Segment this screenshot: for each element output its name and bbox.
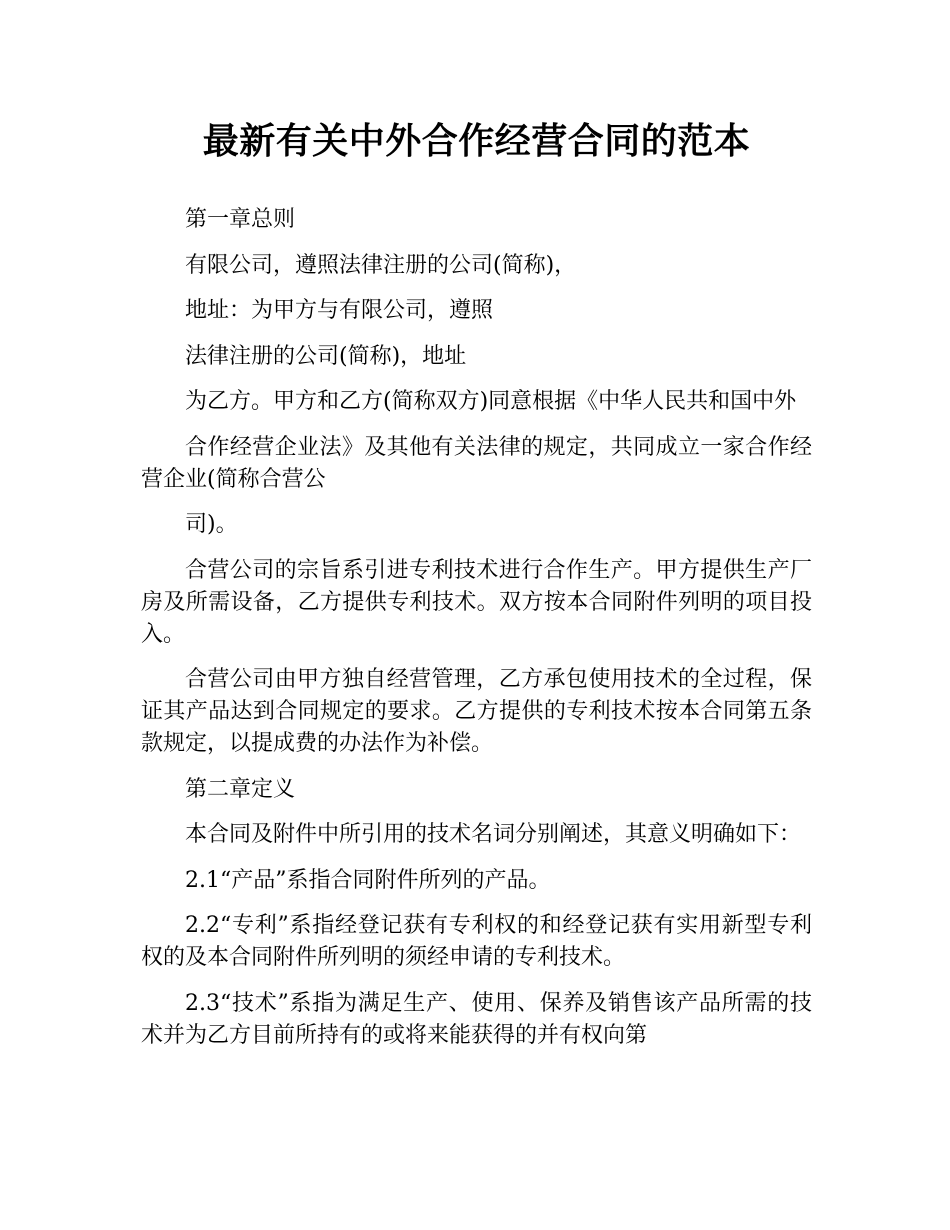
paragraph: 合作经营企业法》及其他有关法律的规定，共同成立一家合作经营企业(简称合营公 [141,434,812,492]
document-title: 最新有关中外合作经营合同的范本 [202,121,751,162]
paragraph: 合营公司的宗旨系引进专利技术进行合作生产。甲方提供生产厂房及所需设备，乙方提供专利技术。双方按本合同附件列明的项目投入。 [141,557,812,647]
paragraph: 第二章定义 [185,776,296,802]
paragraph: 有限公司，遵照法律注册的公司(简称)， [185,252,577,278]
paragraph: 本合同及附件中所引用的技术名词分别阐述，其意义明确如下： [185,822,802,847]
paragraph: 2.3“技术”系指为满足生产、使用、保养及销售该产品所需的技术并为乙方目前所持有的或将来能获得的并有权向第 [141,990,812,1048]
paragraph: 第一章总则 [185,207,296,232]
paragraph: 2.1“产品”系指合同附件所列的产品。 [185,867,551,893]
paragraph: 2.2“专利”系指经登记获有专利权的和经登记获有实用新型专利权的及本合同附件所列明的须经申请的专利技术。 [141,913,812,970]
paragraph: 司)。 [185,512,238,537]
paragraph: 地址：为甲方与有限公司，遵照 [185,298,494,323]
paragraph: 为乙方。甲方和乙方(简称双方)同意根据《中华人民共和国中外 [185,389,797,414]
document-body [141,204,812,1052]
paragraph: 合营公司由甲方独自经营管理，乙方承包使用技术的全过程，保证其产品达到合同规定的要求。乙方提供的专利技术按本合同第五条款规定，以提成费的办法作为补偿。 [141,667,812,756]
paragraph: 法律注册的公司(简称)，地址 [185,343,467,369]
